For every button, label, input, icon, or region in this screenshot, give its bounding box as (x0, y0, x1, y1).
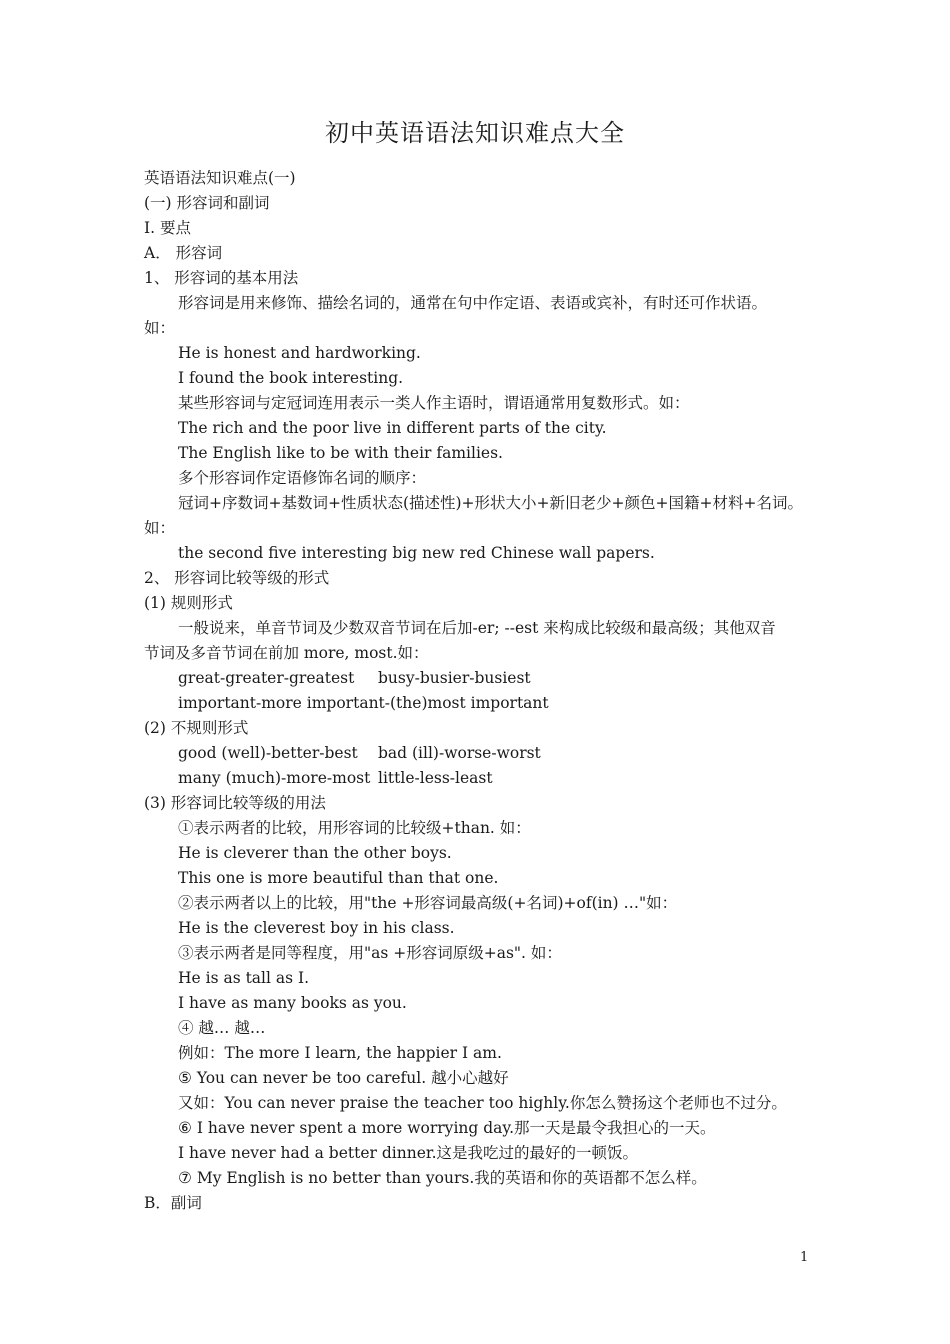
example-line: important-more important-(the)most important (178, 694, 549, 712)
outline-heading: A． 形容词 (144, 244, 223, 262)
example-col1: many (much)-more-most (178, 769, 371, 787)
example-col1: good (well)-better-best (178, 744, 358, 762)
example-line: I have as many books as you. (178, 994, 407, 1012)
paragraph-line: ③表示两者是同等程度，用"as +形容词原级+as". 如： (178, 944, 562, 962)
paragraph-line: 冠词+序数词+基数词+性质状态(描述性)+形状大小+新旧老少+颜色+国籍+材料+名词。 (178, 494, 803, 512)
example-line: He is honest and hardworking. (178, 344, 421, 362)
example-line: The English like to be with their families. (178, 444, 503, 462)
example-line: 例如：The more I learn, the happier I am. (178, 1044, 502, 1062)
example-line: I have never had a better dinner.这是我吃过的最好的一顿饭。 (178, 1144, 639, 1162)
example-line: 又如：You can never praise the teacher too highly.你怎么赞扬这个老师也不过分。 (178, 1094, 787, 1112)
paragraph-line: 多个形容词作定语修饰名词的顺序： (178, 469, 427, 487)
outline-heading: B．副词 (144, 1194, 202, 1212)
document-title: 初中英语语法知识难点大全 (325, 119, 625, 147)
paragraph-line: 如： (144, 319, 176, 337)
example-line: I found the book interesting. (178, 369, 404, 387)
paragraph-line: 如： (144, 519, 176, 537)
paragraph-line: 节词及多音节词在前加 more, most.如： (144, 644, 429, 662)
subsection-heading: (一) 形容词和副词 (144, 194, 270, 212)
example-line: ⑥ I have never spent a more worrying day.那一天是最令我担心的一天。 (178, 1119, 716, 1137)
example-line: He is the cleverest boy in his class. (178, 919, 455, 937)
paragraph-line: ④ 越… 越… (178, 1019, 266, 1037)
paragraph-line: 一般说来，单音节词及少数双音节词在后加-er; --est 来构成比较级和最高级；其他双音 (178, 619, 776, 637)
outline-heading: (1) 规则形式 (144, 594, 233, 612)
paragraph-line: ①表示两者的比较，用形容词的比较级+than. 如： (178, 819, 531, 837)
section-heading: 英语语法知识难点(一) (144, 169, 296, 187)
example-line: The rich and the poor live in different parts of the city. (178, 419, 607, 437)
example-line (178, 767, 493, 789)
example-col2: little-less-least (378, 769, 493, 787)
outline-heading: (3) 形容词比较等级的用法 (144, 794, 326, 812)
example-line: He is cleverer than the other boys. (178, 844, 452, 862)
example-col2: bad (ill)-worse-worst (378, 744, 541, 762)
paragraph-line: ②表示两者以上的比较，用"the +形容词最高级(+名词)+of(in) …"如： (178, 894, 678, 912)
outline-heading: I. 要点 (144, 219, 191, 237)
example-line (178, 742, 541, 764)
page-number: 1 (800, 1250, 809, 1265)
example-line: This one is more beautiful than that one. (178, 869, 499, 887)
outline-heading: 1、 形容词的基本用法 (144, 269, 299, 287)
paragraph-line: 某些形容词与定冠词连用表示一类人作主语时，谓语通常用复数形式。如： (178, 394, 690, 412)
example-line: ⑦ My English is no better than yours.我的英语和你的英语都不怎么样。 (178, 1169, 707, 1187)
example-line: He is as tall as I. (178, 969, 310, 987)
example-line: the second five interesting big new red Chinese wall papers. (178, 544, 655, 562)
paragraph-line: 形容词是用来修饰、描绘名词的，通常在句中作定语、表语或宾补，有时还可作状语。 (178, 294, 768, 312)
example-col1: great-greater-greatest (178, 669, 355, 687)
example-line: ⑤ You can never be too careful. 越小心越好 (178, 1069, 509, 1087)
outline-heading: (2) 不规则形式 (144, 719, 249, 737)
outline-heading: 2、 形容词比较等级的形式 (144, 569, 330, 587)
example-line (178, 667, 531, 689)
example-col2: busy-busier-busiest (378, 669, 531, 687)
